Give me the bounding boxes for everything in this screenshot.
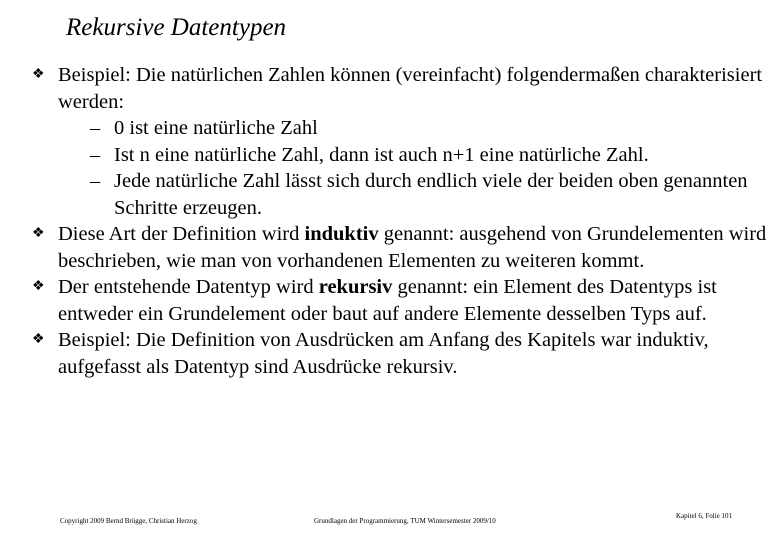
diamond-bullet-icon: ❖ [32,332,45,347]
bullet-inductive-definition [32,221,767,274]
bullet-recursive-datatype [32,274,767,327]
footer-course: Grundlagen der Programmierung, TUM Wintersemester 2009/10 [314,517,496,525]
sub-item-zero [32,115,767,142]
slide-title: Rekursive Datentypen [66,14,287,41]
diamond-bullet-icon: ❖ [32,67,45,82]
diamond-bullet-icon: ❖ [32,226,45,241]
sub-item-closure [32,168,767,221]
bullet-text-pre: Diese Art der Definition wird [58,223,305,245]
bullet-text-pre: Der entstehende Datentyp wird [58,276,319,298]
dash-marker: – [90,117,101,139]
bullet-text: Beispiel: Die natürlichen Zahlen können (vereinfacht) folgendermaßen charakterisiert werden: [58,64,763,113]
diamond-bullet-icon: ❖ [32,279,45,294]
sub-item-successor [32,142,767,169]
dash-marker: – [90,143,101,166]
sub-item-text: 0 ist eine natürliche Zahl [114,117,318,139]
bold-term-rekursiv: rekursiv [318,276,393,298]
slide-content [32,62,767,380]
footer-slide-number: Kapitel 6, Folie 101 [676,512,732,520]
sub-item-text: Ist n eine natürliche Zahl, dann ist auch n+1 eine natürliche Zahl. [114,143,649,166]
dash-marker: – [90,170,101,192]
bullet-example-natural-numbers [32,62,767,115]
bold-term-induktiv: induktiv [304,223,379,245]
bullet-example-expressions [32,327,767,380]
sub-item-text: Jede natürliche Zahl lässt sich durch endlich viele der beiden oben genannten Schritte erzeugen. [114,170,748,219]
bullet-text-post: genannt: ein Element des Datentyps ist entweder ein Grundelement oder baut auf andere Elemente desselben Typs auf. [58,276,717,325]
bullet-text: Beispiel: Die Definition von Ausdrücken am Anfang des Kapitels war induktiv, aufgefasst als Datentyp sind Ausdrücke rekursiv. [58,329,709,378]
bullet-text-post: genannt: ausgehend von Grundelementen wird beschrieben, wie man von vorhandenen Elementen zu weiteren kommt. [58,223,767,272]
footer-copyright: Copyright 2009 Bernd Brügge, Christian Herzog [60,517,197,525]
